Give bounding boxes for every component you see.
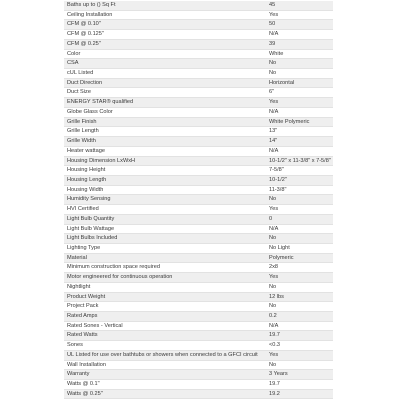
spec-row <box>64 341 333 351</box>
spec-row <box>64 380 333 390</box>
spec-row <box>64 263 333 273</box>
spec-value: Yes <box>266 10 333 20</box>
spec-name: CSA <box>64 59 266 69</box>
spec-name: Ceiling Installation <box>64 10 266 20</box>
spec-value: N/A <box>266 224 333 234</box>
spec-value: 10-1/2" <box>266 175 333 185</box>
spec-name: Minimum construction space required <box>64 263 266 273</box>
spec-row <box>64 107 333 117</box>
spec-name: Material <box>64 253 266 263</box>
spec-row <box>64 117 333 127</box>
spec-name: Grille Width <box>64 137 266 147</box>
spec-value: 50 <box>266 20 333 30</box>
spec-row <box>64 20 333 30</box>
spec-value: 39 <box>266 39 333 49</box>
spec-row <box>64 175 333 185</box>
spec-name: Lighting Type <box>64 243 266 253</box>
spec-value: Yes <box>266 205 333 215</box>
spec-name: Product Weight <box>64 292 266 302</box>
spec-row <box>64 88 333 98</box>
spec-row <box>64 156 333 166</box>
spec-row <box>64 312 333 322</box>
spec-name: Grille Length <box>64 127 266 137</box>
spec-row <box>64 49 333 59</box>
spec-name: Humidity Sensing <box>64 195 266 205</box>
spec-value: N/A <box>266 107 333 117</box>
spec-name: HVI Certified <box>64 205 266 215</box>
spec-value: 3 Years <box>266 370 333 380</box>
spec-name: Globe Glass Color <box>64 107 266 117</box>
spec-value: No <box>266 302 333 312</box>
spec-name: Baths up to () Sq Ft <box>64 1 266 10</box>
spec-value: 0 <box>266 214 333 224</box>
spec-name: Color <box>64 49 266 59</box>
spec-value: No Light <box>266 243 333 253</box>
spec-value: 7-5/8" <box>266 166 333 176</box>
spec-name: ENERGY STAR® qualified <box>64 98 266 108</box>
spec-value: N/A <box>266 30 333 40</box>
spec-row <box>64 243 333 253</box>
spec-name: Watts @ 0.25" <box>64 389 266 399</box>
spec-value: 2x8 <box>266 263 333 273</box>
spec-name: Sones <box>64 341 266 351</box>
spec-row <box>64 78 333 88</box>
spec-row <box>64 389 333 399</box>
spec-row <box>64 273 333 283</box>
spec-value: 19.7 <box>266 380 333 390</box>
spec-name: Motor engineered for continuous operation <box>64 273 266 283</box>
spec-row <box>64 370 333 380</box>
spec-row <box>64 224 333 234</box>
spec-row <box>64 137 333 147</box>
spec-name: Project Pack <box>64 302 266 312</box>
spec-row <box>64 127 333 137</box>
spec-value: No <box>266 59 333 69</box>
spec-name: UL Listed for use over bathtubs or showers when connected to a GFCI circuit <box>64 350 266 360</box>
spec-row <box>64 185 333 195</box>
spec-row <box>64 253 333 263</box>
spec-row <box>64 292 333 302</box>
spec-row <box>64 39 333 49</box>
spec-row <box>64 302 333 312</box>
spec-row <box>64 195 333 205</box>
spec-value: 19.2 <box>266 389 333 399</box>
spec-row <box>64 1 333 10</box>
spec-name: Heater wattage <box>64 146 266 156</box>
spec-value: No <box>266 282 333 292</box>
spec-row <box>64 10 333 20</box>
spec-value: No <box>266 234 333 244</box>
spec-row <box>64 360 333 370</box>
spec-value: 45 <box>266 1 333 10</box>
spec-value: 11-3/8" <box>266 185 333 195</box>
spec-name: Rated Sones - Vertical <box>64 321 266 331</box>
spec-value: 10-1/2" x 11-3/8" x 7-5/8" <box>266 156 333 166</box>
spec-value: No <box>266 360 333 370</box>
spec-name: Watts @ 0.1" <box>64 380 266 390</box>
spec-row <box>64 282 333 292</box>
spec-name: CFM @ 0.125" <box>64 30 266 40</box>
spec-name: Housing Height <box>64 166 266 176</box>
spec-value: 19.7 <box>266 331 333 341</box>
spec-name: cUL Listed <box>64 69 266 79</box>
spec-value: 6" <box>266 88 333 98</box>
spec-name: Wall Installation <box>64 360 266 370</box>
spec-name: Housing Dimension LxWxH <box>64 156 266 166</box>
spec-value: Horizontal <box>266 78 333 88</box>
spec-row <box>64 59 333 69</box>
spec-row <box>64 234 333 244</box>
spec-row <box>64 146 333 156</box>
spec-name: CFM @ 0.25" <box>64 39 266 49</box>
spec-row <box>64 214 333 224</box>
spec-value: N/A <box>266 321 333 331</box>
spec-row <box>64 205 333 215</box>
specifications-body <box>64 1 333 399</box>
spec-name: Warranty <box>64 370 266 380</box>
spec-name: Light Bulb Quantity <box>64 214 266 224</box>
spec-value: Yes <box>266 273 333 283</box>
spec-name: Housing Width <box>64 185 266 195</box>
spec-value: Polymeric <box>266 253 333 263</box>
spec-name: Rated Amps <box>64 312 266 322</box>
spec-name: Duct Direction <box>64 78 266 88</box>
spec-name: Grille Finish <box>64 117 266 127</box>
spec-name: Nightlight <box>64 282 266 292</box>
spec-row <box>64 350 333 360</box>
spec-row <box>64 331 333 341</box>
spec-value: No <box>266 69 333 79</box>
spec-row <box>64 321 333 331</box>
spec-value: 12 lbs <box>266 292 333 302</box>
spec-value: N/A <box>266 146 333 156</box>
spec-name: Light Bulbs Included <box>64 234 266 244</box>
spec-row <box>64 98 333 108</box>
spec-row <box>64 69 333 79</box>
spec-value: White Polymeric <box>266 117 333 127</box>
spec-value: 0.2 <box>266 312 333 322</box>
spec-name: Duct Size <box>64 88 266 98</box>
spec-value: No <box>266 195 333 205</box>
spec-value: <0.3 <box>266 341 333 351</box>
spec-name: Housing Length <box>64 175 266 185</box>
spec-value: Yes <box>266 98 333 108</box>
spec-value: Yes <box>266 350 333 360</box>
specifications-table <box>64 1 333 399</box>
spec-name: Light Bulb Wattage <box>64 224 266 234</box>
spec-value: 13" <box>266 127 333 137</box>
spec-name: CFM @ 0.10" <box>64 20 266 30</box>
spec-row <box>64 166 333 176</box>
spec-row <box>64 30 333 40</box>
spec-value: 14" <box>266 137 333 147</box>
spec-value: White <box>266 49 333 59</box>
spec-name: Rated Watts <box>64 331 266 341</box>
